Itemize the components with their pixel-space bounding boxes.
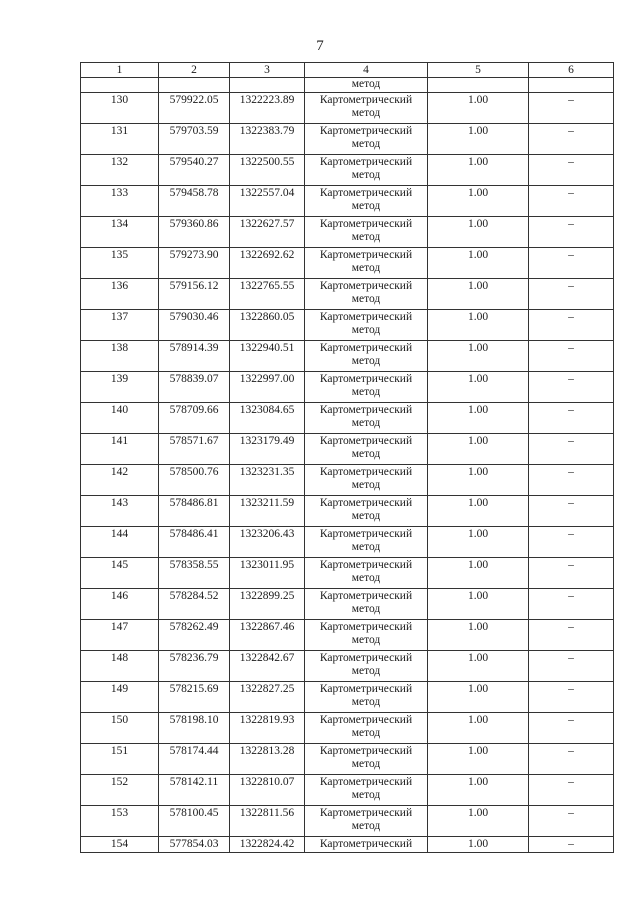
note-cell: – <box>529 217 614 248</box>
coordinates-table <box>80 62 614 853</box>
table-row <box>81 465 614 496</box>
accuracy-cell: 1.00 <box>428 341 529 372</box>
table-header-row <box>81 63 614 78</box>
x-coordinate-cell: 579156.12 <box>159 279 230 310</box>
accuracy-cell: 1.00 <box>428 186 529 217</box>
method-line-2: метод <box>351 324 381 336</box>
accuracy-cell: 1.00 <box>428 713 529 744</box>
y-coordinate-cell: 1322899.25 <box>230 589 305 620</box>
continuation-cell-3 <box>230 78 305 93</box>
x-coordinate-cell: 578284.52 <box>159 589 230 620</box>
table-row <box>81 248 614 279</box>
y-coordinate-cell: 1322627.57 <box>230 217 305 248</box>
accuracy-cell: 1.00 <box>428 651 529 682</box>
header-col-3: 3 <box>230 63 305 78</box>
method-line-2: метод <box>351 572 381 584</box>
point-number-cell: 143 <box>81 496 159 527</box>
method-cell <box>305 434 428 465</box>
method-cell <box>305 279 428 310</box>
accuracy-cell: 1.00 <box>428 310 529 341</box>
method-line-1: Картометрический <box>319 94 413 106</box>
header-col-4: 4 <box>305 63 428 78</box>
y-coordinate-cell: 1323179.49 <box>230 434 305 465</box>
note-cell: – <box>529 248 614 279</box>
y-coordinate-cell: 1322842.67 <box>230 651 305 682</box>
point-number-cell: 149 <box>81 682 159 713</box>
accuracy-cell: 1.00 <box>428 124 529 155</box>
accuracy-cell: 1.00 <box>428 682 529 713</box>
method-line-1: Картометрический <box>319 342 413 354</box>
x-coordinate-cell: 579458.78 <box>159 186 230 217</box>
method-line-1: Картометрический <box>319 373 413 385</box>
table-row <box>81 217 614 248</box>
note-cell: – <box>529 651 614 682</box>
method-line-1: Картометрический <box>319 807 413 819</box>
x-coordinate-cell: 578500.76 <box>159 465 230 496</box>
method-cell <box>305 713 428 744</box>
note-cell: – <box>529 279 614 310</box>
continuation-cell-6 <box>529 78 614 93</box>
method-line-1: Картометрический <box>319 156 413 168</box>
note-cell: – <box>529 806 614 837</box>
table-row <box>81 341 614 372</box>
accuracy-cell: 1.00 <box>428 620 529 651</box>
point-number-cell: 153 <box>81 806 159 837</box>
method-line-2: метод <box>351 386 381 398</box>
method-cell <box>305 465 428 496</box>
table-row <box>81 527 614 558</box>
x-coordinate-cell: 579273.90 <box>159 248 230 279</box>
note-cell: – <box>529 341 614 372</box>
note-cell: – <box>529 527 614 558</box>
note-cell: – <box>529 124 614 155</box>
point-number-cell: 135 <box>81 248 159 279</box>
method-line-2: метод <box>351 665 381 677</box>
table-row <box>81 775 614 806</box>
header-col-2: 2 <box>159 63 230 78</box>
method-cell <box>305 620 428 651</box>
header-col-1: 1 <box>81 63 159 78</box>
method-line-2: метод <box>351 169 381 181</box>
x-coordinate-cell: 577854.03 <box>159 837 230 853</box>
point-number-cell: 151 <box>81 744 159 775</box>
point-number-cell: 141 <box>81 434 159 465</box>
method-cell <box>305 806 428 837</box>
note-cell: – <box>529 713 614 744</box>
x-coordinate-cell: 578262.49 <box>159 620 230 651</box>
accuracy-cell: 1.00 <box>428 744 529 775</box>
method-line-1: Картометрический <box>319 652 413 664</box>
point-number-cell: 142 <box>81 465 159 496</box>
note-cell: – <box>529 775 614 806</box>
x-coordinate-cell: 578914.39 <box>159 341 230 372</box>
point-number-cell: 150 <box>81 713 159 744</box>
accuracy-cell: 1.00 <box>428 248 529 279</box>
point-number-cell: 147 <box>81 620 159 651</box>
note-cell: – <box>529 558 614 589</box>
y-coordinate-cell: 1322940.51 <box>230 341 305 372</box>
x-coordinate-cell: 578486.81 <box>159 496 230 527</box>
accuracy-cell: 1.00 <box>428 775 529 806</box>
note-cell: – <box>529 186 614 217</box>
point-number-cell: 145 <box>81 558 159 589</box>
y-coordinate-cell: 1322860.05 <box>230 310 305 341</box>
point-number-cell: 137 <box>81 310 159 341</box>
method-line-2: метод <box>351 355 381 367</box>
method-line-2: метод <box>351 541 381 553</box>
accuracy-cell: 1.00 <box>428 217 529 248</box>
method-cell <box>305 93 428 124</box>
table-row <box>81 186 614 217</box>
method-cell <box>305 124 428 155</box>
table-row <box>81 434 614 465</box>
point-number-cell: 130 <box>81 93 159 124</box>
method-line-1: Картометрический <box>319 125 413 137</box>
method-line-2: метод <box>351 231 381 243</box>
y-coordinate-cell: 1322819.93 <box>230 713 305 744</box>
point-number-cell: 132 <box>81 155 159 186</box>
y-coordinate-cell: 1322867.46 <box>230 620 305 651</box>
y-coordinate-cell: 1322223.89 <box>230 93 305 124</box>
method-line-1: Картометрический <box>319 621 413 633</box>
note-cell: – <box>529 837 614 853</box>
x-coordinate-cell: 579540.27 <box>159 155 230 186</box>
table-row <box>81 558 614 589</box>
note-cell: – <box>529 589 614 620</box>
point-number-cell: 134 <box>81 217 159 248</box>
method-cell <box>305 403 428 434</box>
method-cell <box>305 558 428 589</box>
accuracy-cell: 1.00 <box>428 465 529 496</box>
table-row <box>81 124 614 155</box>
y-coordinate-cell: 1323084.65 <box>230 403 305 434</box>
table-row-last <box>81 837 614 853</box>
table-row <box>81 403 614 434</box>
table-row <box>81 372 614 403</box>
method-line-1: Картометрический <box>319 714 413 726</box>
note-cell: – <box>529 155 614 186</box>
y-coordinate-cell: 1322810.07 <box>230 775 305 806</box>
method-line-1: Картометрический <box>319 497 413 509</box>
table-row <box>81 744 614 775</box>
accuracy-cell: 1.00 <box>428 372 529 403</box>
table-row <box>81 496 614 527</box>
x-coordinate-cell: 578486.41 <box>159 527 230 558</box>
x-coordinate-cell: 578174.44 <box>159 744 230 775</box>
table-row <box>81 279 614 310</box>
accuracy-cell: 1.00 <box>428 279 529 310</box>
continuation-cell-2 <box>159 78 230 93</box>
method-line-1: Картометрический <box>319 776 413 788</box>
method-line-1: Картометрический <box>319 466 413 478</box>
method-cell <box>305 682 428 713</box>
method-cell <box>305 744 428 775</box>
method-cell <box>305 775 428 806</box>
method-line-1: Картометрический <box>319 249 413 261</box>
point-number-cell: 140 <box>81 403 159 434</box>
accuracy-cell: 1.00 <box>428 558 529 589</box>
x-coordinate-cell: 579703.59 <box>159 124 230 155</box>
method-line-2: метод <box>351 696 381 708</box>
method-line-1: Картометрический <box>319 559 413 571</box>
table-row <box>81 620 614 651</box>
method-cell <box>305 248 428 279</box>
method-cell <box>305 186 428 217</box>
method-line-1: Картометрический <box>319 280 413 292</box>
page-number: 7 <box>316 38 324 54</box>
method-cell <box>305 310 428 341</box>
note-cell: – <box>529 372 614 403</box>
accuracy-cell: 1.00 <box>428 589 529 620</box>
note-cell: – <box>529 434 614 465</box>
accuracy-cell: 1.00 <box>428 496 529 527</box>
y-coordinate-cell: 1323206.43 <box>230 527 305 558</box>
method-line-2: метод <box>351 820 381 832</box>
method-cell <box>305 341 428 372</box>
point-number-cell: 138 <box>81 341 159 372</box>
method-line-2: метод <box>351 262 381 274</box>
method-line-1: Картометрический <box>319 187 413 199</box>
table-row <box>81 806 614 837</box>
header-col-6: 6 <box>529 63 614 78</box>
method-line-2: метод <box>351 510 381 522</box>
method-cell <box>305 527 428 558</box>
point-number-cell: 146 <box>81 589 159 620</box>
method-line-2: метод <box>351 138 381 150</box>
table-row <box>81 713 614 744</box>
continuation-cell-5 <box>428 78 529 93</box>
method-line-1: Картометрический <box>319 683 413 695</box>
method-cell <box>305 496 428 527</box>
note-cell: – <box>529 682 614 713</box>
y-coordinate-cell: 1322692.62 <box>230 248 305 279</box>
method-cell <box>305 155 428 186</box>
accuracy-cell: 1.00 <box>428 403 529 434</box>
note-cell: – <box>529 496 614 527</box>
method-line-2: метод <box>351 293 381 305</box>
x-coordinate-cell: 579360.86 <box>159 217 230 248</box>
x-coordinate-cell: 578100.45 <box>159 806 230 837</box>
point-number-cell: 136 <box>81 279 159 310</box>
point-number-cell: 144 <box>81 527 159 558</box>
point-number-cell: 131 <box>81 124 159 155</box>
x-coordinate-cell: 578571.67 <box>159 434 230 465</box>
method-cell <box>305 651 428 682</box>
point-number-cell: 139 <box>81 372 159 403</box>
x-coordinate-cell: 578839.07 <box>159 372 230 403</box>
method-cell <box>305 589 428 620</box>
table-row <box>81 93 614 124</box>
y-coordinate-cell: 1322500.55 <box>230 155 305 186</box>
y-coordinate-cell: 1322827.25 <box>230 682 305 713</box>
x-coordinate-cell: 579030.46 <box>159 310 230 341</box>
point-number-cell: 154 <box>81 837 159 853</box>
note-cell: – <box>529 403 614 434</box>
continuation-cell-1 <box>81 78 159 93</box>
table-row <box>81 310 614 341</box>
method-line-1: Картометрический <box>319 435 413 447</box>
y-coordinate-cell: 1322383.79 <box>230 124 305 155</box>
accuracy-cell: 1.00 <box>428 93 529 124</box>
method-cell: Картометрический <box>305 837 428 853</box>
y-coordinate-cell: 1322765.55 <box>230 279 305 310</box>
point-number-cell: 133 <box>81 186 159 217</box>
y-coordinate-cell: 1322811.56 <box>230 806 305 837</box>
method-line-2: метод <box>351 634 381 646</box>
accuracy-cell: 1.00 <box>428 434 529 465</box>
header-col-5: 5 <box>428 63 529 78</box>
method-line-1: Картометрический <box>319 218 413 230</box>
method-line-2: метод <box>351 200 381 212</box>
table-row <box>81 589 614 620</box>
method-cell <box>305 217 428 248</box>
method-line-2: метод <box>351 789 381 801</box>
note-cell: – <box>529 744 614 775</box>
note-cell: – <box>529 93 614 124</box>
y-coordinate-cell: 1322824.42 <box>230 837 305 853</box>
accuracy-cell: 1.00 <box>428 527 529 558</box>
method-line-2: метод <box>351 727 381 739</box>
table-row <box>81 682 614 713</box>
y-coordinate-cell: 1322557.04 <box>230 186 305 217</box>
x-coordinate-cell: 578215.69 <box>159 682 230 713</box>
point-number-cell: 152 <box>81 775 159 806</box>
method-line-1: Картометрический <box>319 404 413 416</box>
note-cell: – <box>529 620 614 651</box>
method-line-1: Картометрический <box>319 590 413 602</box>
method-line-2: метод <box>351 417 381 429</box>
y-coordinate-cell: 1323211.59 <box>230 496 305 527</box>
method-cell <box>305 372 428 403</box>
accuracy-cell: 1.00 <box>428 155 529 186</box>
continuation-method: метод <box>305 78 428 93</box>
x-coordinate-cell: 579922.05 <box>159 93 230 124</box>
method-line-2: метод <box>351 603 381 615</box>
continuation-row <box>81 78 614 93</box>
point-number-cell: 148 <box>81 651 159 682</box>
method-line-2: метод <box>351 448 381 460</box>
y-coordinate-cell: 1322997.00 <box>230 372 305 403</box>
y-coordinate-cell: 1323231.35 <box>230 465 305 496</box>
x-coordinate-cell: 578198.10 <box>159 713 230 744</box>
method-line-2: метод <box>351 479 381 491</box>
x-coordinate-cell: 578142.11 <box>159 775 230 806</box>
x-coordinate-cell: 578709.66 <box>159 403 230 434</box>
method-line-1: Картометрический <box>319 528 413 540</box>
method-line-2: метод <box>351 758 381 770</box>
method-line-1: Картометрический <box>319 745 413 757</box>
method-line-2: метод <box>351 107 381 119</box>
table-row <box>81 155 614 186</box>
x-coordinate-cell: 578358.55 <box>159 558 230 589</box>
y-coordinate-cell: 1323011.95 <box>230 558 305 589</box>
y-coordinate-cell: 1322813.28 <box>230 744 305 775</box>
x-coordinate-cell: 578236.79 <box>159 651 230 682</box>
accuracy-cell: 1.00 <box>428 806 529 837</box>
accuracy-cell: 1.00 <box>428 837 529 853</box>
table-row <box>81 651 614 682</box>
note-cell: – <box>529 310 614 341</box>
note-cell: – <box>529 465 614 496</box>
method-line-1: Картометрический <box>319 311 413 323</box>
